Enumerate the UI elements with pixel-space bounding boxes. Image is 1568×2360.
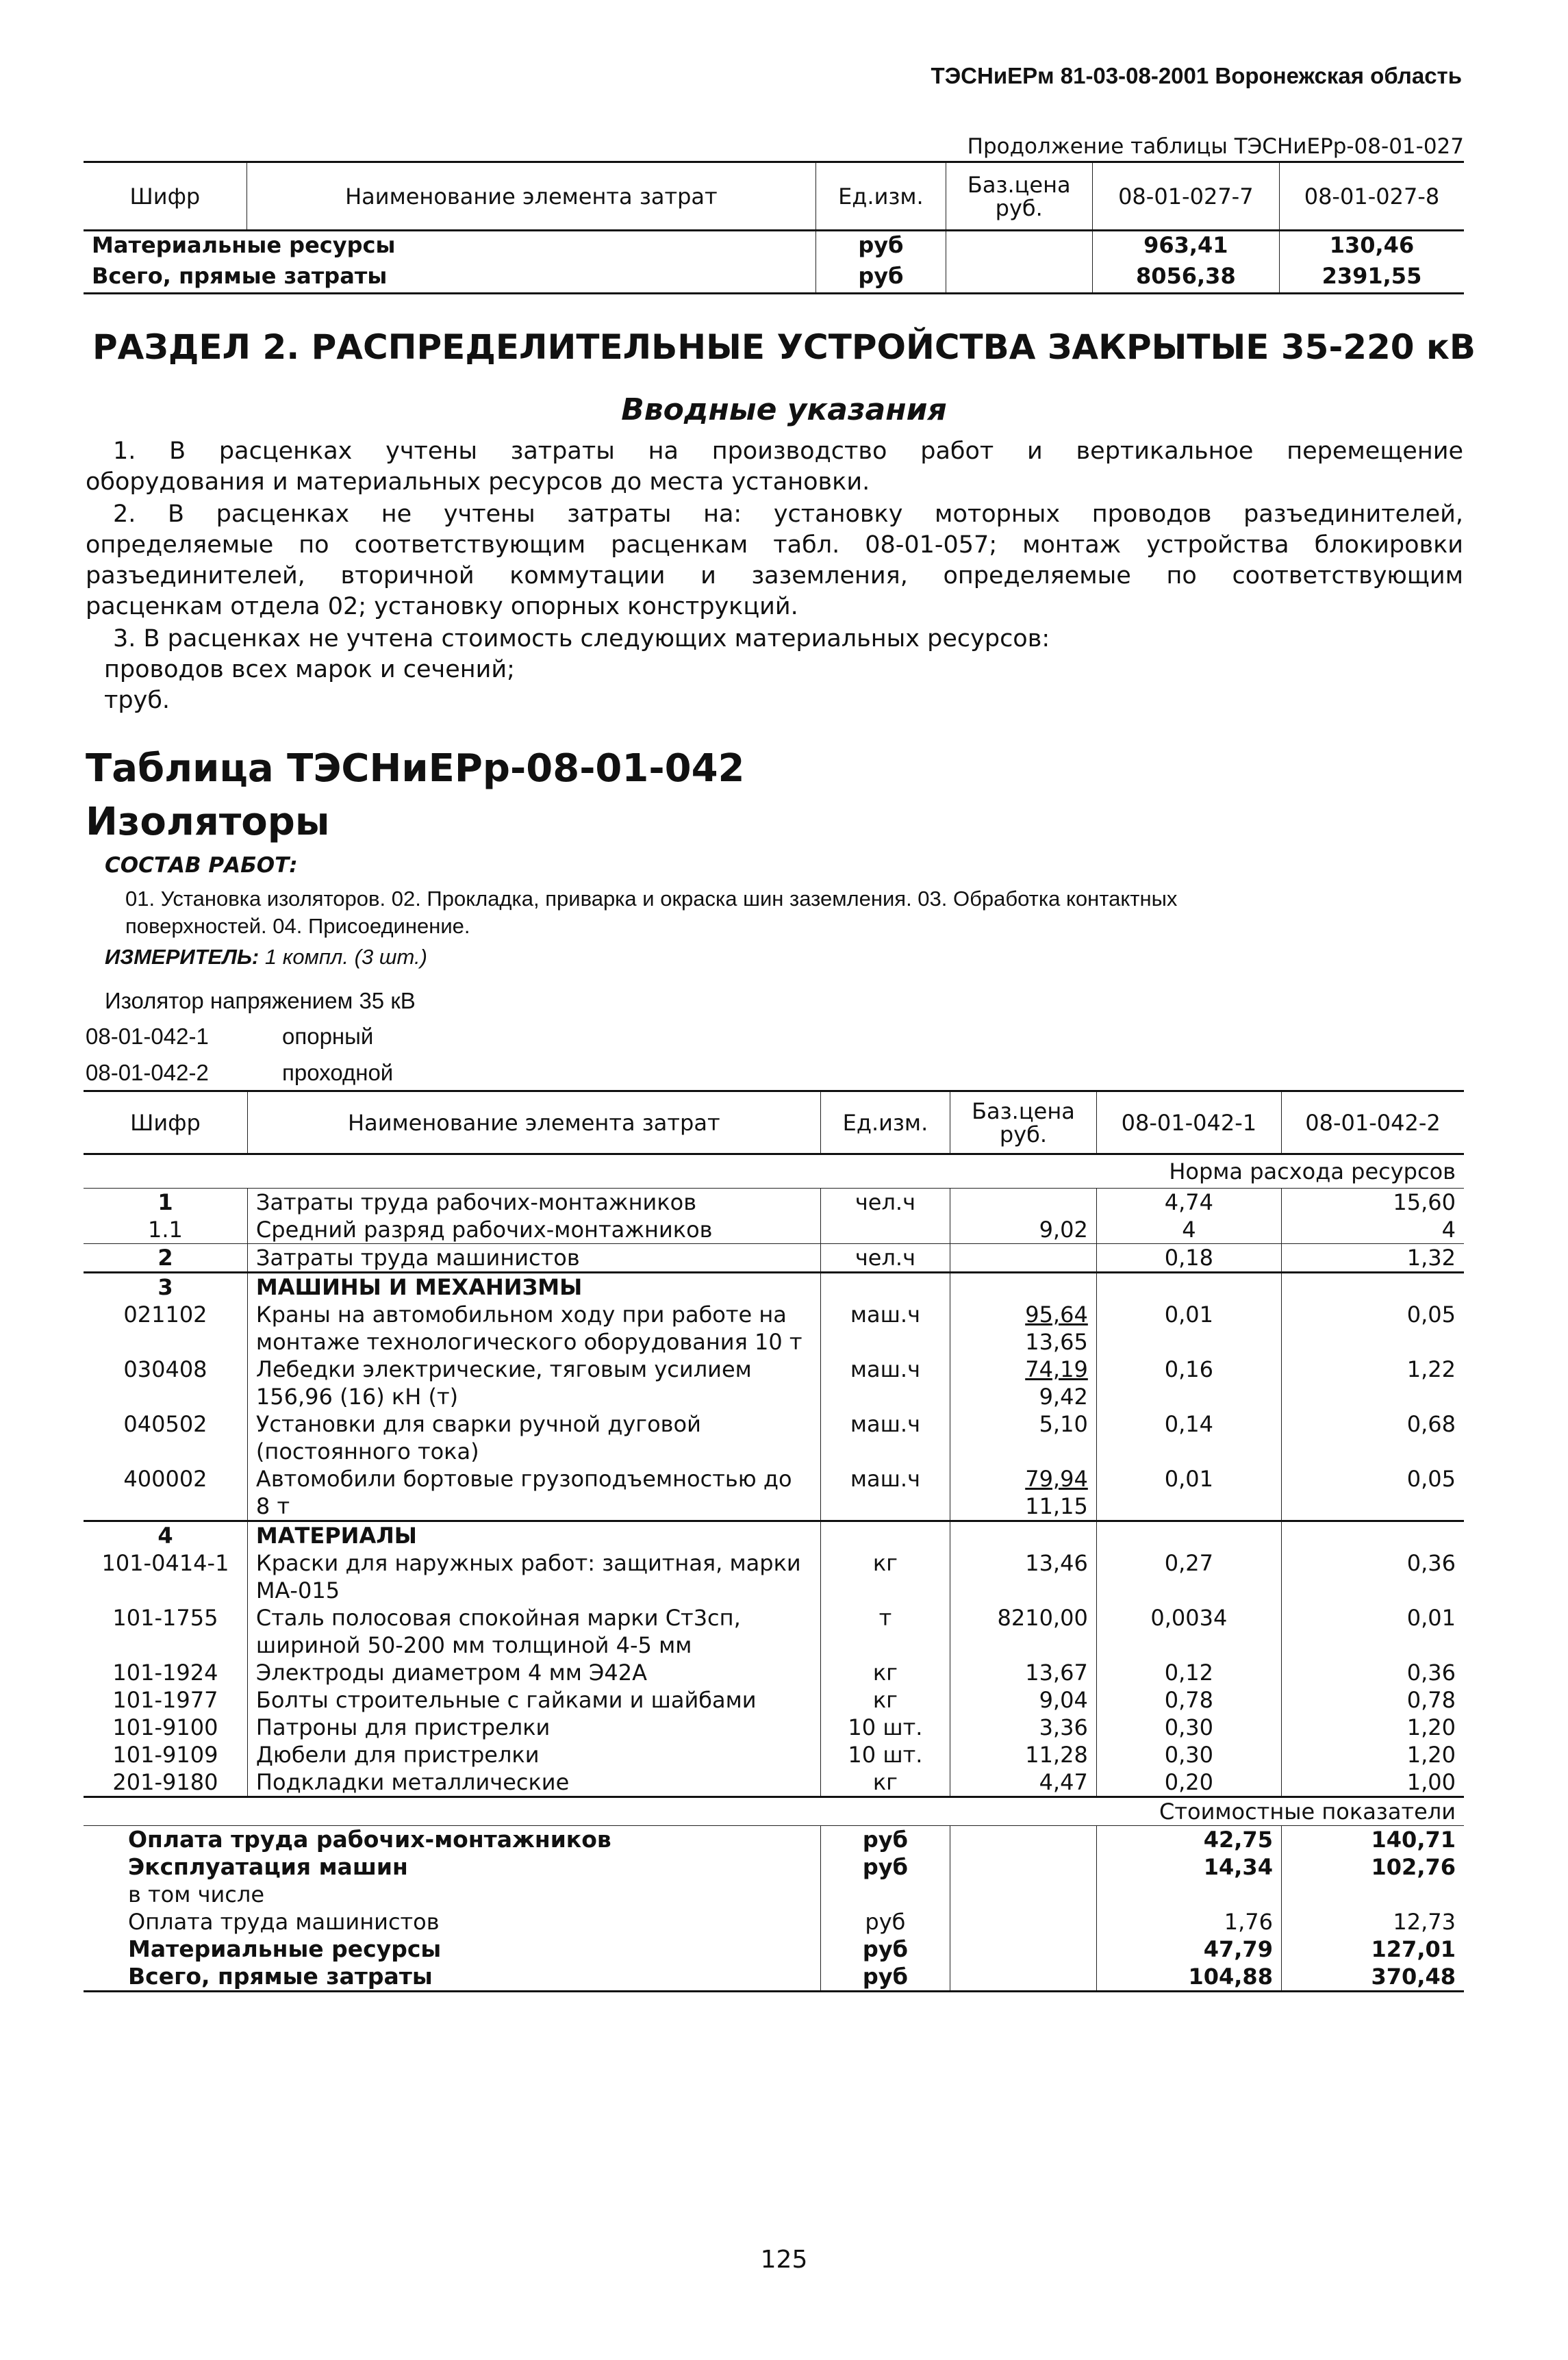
row-unit <box>820 1521 950 1550</box>
row-name: Сталь полосовая спокойная марки Ст3сп, шириной 50-200 мм толщиной 4-5 мм <box>247 1604 820 1659</box>
header-col-1: 08-01-042-1 <box>1096 1091 1281 1154</box>
row-price <box>950 1549 1097 1604</box>
row-code: 1 <box>157 1189 173 1215</box>
intro-line: 2. В расценках не учтены затраты на: установку моторных проводов разъединителей, <box>113 500 1463 528</box>
row-price-main: 13,67 <box>1025 1660 1088 1686</box>
row-value-1: 0,78 <box>1096 1686 1281 1714</box>
row-unit: маш.ч <box>820 1410 950 1465</box>
row-name: Лебедки электрические, тяговым усилием 156,96 (16) кН (т) <box>247 1356 820 1410</box>
row-price <box>950 1521 1097 1550</box>
cost-value-1: 14,34 <box>1096 1853 1281 1881</box>
row-code: 101-9100 <box>112 1714 218 1740</box>
row-value-2: 1,32 <box>1281 1244 1464 1273</box>
table-row <box>84 1356 1464 1410</box>
row-value-1: 0,14 <box>1096 1410 1281 1465</box>
header-unit: Ед.изм. <box>816 162 946 231</box>
row-name: Электроды диаметром 4 мм Э42А <box>247 1659 820 1686</box>
norm-label: Норма расхода ресурсов <box>1169 1158 1456 1184</box>
top-row-name: Материальные ресурсы <box>92 232 396 258</box>
cost-empty <box>950 1936 1097 1963</box>
row-code: 400002 <box>123 1466 207 1492</box>
row-code: 101-0414-1 <box>101 1550 229 1576</box>
cost-unit: руб <box>820 1853 950 1881</box>
measure-value: 1 компл. (3 шт.) <box>264 945 427 969</box>
row-price-main: 74,19 <box>1025 1356 1088 1382</box>
cost-name: Материальные ресурсы <box>128 1936 442 1962</box>
table-subtitle: Изоляторы <box>86 800 330 844</box>
cost-value-1: 1,76 <box>1096 1908 1281 1936</box>
page-number: 125 <box>760 2246 808 2274</box>
table-row <box>84 1410 1464 1465</box>
row-value-2: 0,78 <box>1281 1686 1464 1714</box>
cost-name: Эксплуатация машин <box>128 1853 408 1880</box>
row-value-1: 0,0034 <box>1096 1604 1281 1659</box>
row-code: 030408 <box>123 1356 207 1382</box>
row-unit: кг <box>820 1659 950 1686</box>
table-row <box>84 1714 1464 1741</box>
row-value-2: 1,20 <box>1281 1714 1464 1741</box>
row-name: Средний разряд рабочих-монтажников <box>247 1216 820 1244</box>
cost-row <box>84 1908 1464 1936</box>
top-row-v1: 8056,38 <box>1092 262 1279 294</box>
cost-value-2: 102,76 <box>1281 1853 1464 1881</box>
top-row-v1: 963,41 <box>1092 231 1279 262</box>
row-value-2: 0,05 <box>1281 1465 1464 1521</box>
works-description <box>125 885 1426 940</box>
row-price <box>950 1741 1097 1768</box>
row-code: 021102 <box>123 1302 207 1328</box>
header-col-1: 08-01-027-7 <box>1092 162 1279 231</box>
cost-value-2: 140,71 <box>1281 1826 1464 1854</box>
row-name: Установки для сварки ручной дуговой (постоянного тока) <box>247 1410 820 1465</box>
row-code: 040502 <box>123 1411 207 1437</box>
cost-empty <box>950 1881 1097 1908</box>
cost-unit: руб <box>820 1826 950 1854</box>
cost-row <box>84 1881 1464 1908</box>
row-value-1: 0,30 <box>1096 1714 1281 1741</box>
cost-empty <box>950 1908 1097 1936</box>
row-price-main: 5,10 <box>1039 1411 1088 1437</box>
row-value-1: 4,74 <box>1096 1189 1281 1217</box>
table-row <box>84 1216 1464 1244</box>
cost-value-1: 42,75 <box>1096 1826 1281 1854</box>
works-line: 01. Установка изоляторов. 02. Прокладка, приварка и окраска шин заземления. 03. Обработка контактных <box>125 887 1178 911</box>
row-value-1: 0,18 <box>1096 1244 1281 1273</box>
row-price <box>950 1273 1097 1302</box>
row-code: 101-1755 <box>112 1605 218 1631</box>
row-unit: 10 шт. <box>820 1741 950 1768</box>
row-price-machinist: 11,15 <box>1025 1493 1088 1519</box>
works-label: СОСТАВ РАБОТ: <box>105 853 298 878</box>
row-value-2: 1,20 <box>1281 1741 1464 1768</box>
row-value-2: 0,68 <box>1281 1410 1464 1465</box>
row-price-main: 9,02 <box>1039 1217 1088 1243</box>
variant-name: опорный <box>282 1024 374 1049</box>
row-price-main: 79,94 <box>1025 1466 1088 1492</box>
measure-line <box>105 945 427 969</box>
cost-unit: руб <box>820 1908 950 1936</box>
row-price-main: 9,04 <box>1039 1687 1088 1713</box>
row-value-2: 0,36 <box>1281 1549 1464 1604</box>
row-value-1: 0,30 <box>1096 1741 1281 1768</box>
row-name: Затраты труда рабочих-монтажников <box>247 1189 820 1217</box>
voltage-label: Изолятор напряжением 35 кВ <box>105 988 416 1013</box>
variant-name: проходной <box>282 1060 394 1085</box>
table-row <box>84 1273 1464 1302</box>
table-row <box>84 1768 1464 1797</box>
cost-unit: руб <box>820 1963 950 1992</box>
cost-name: Оплата труда рабочих-монтажников <box>128 1826 611 1853</box>
row-price <box>950 1410 1097 1465</box>
row-value-2: 1,22 <box>1281 1356 1464 1410</box>
resource-table <box>84 1090 1464 1992</box>
intro-line: 3. В расценках не учтена стоимость следующих материальных ресурсов: <box>113 625 1050 652</box>
cost-value-2 <box>1281 1881 1464 1908</box>
row-unit: маш.ч <box>820 1356 950 1410</box>
table-row <box>84 1741 1464 1768</box>
variant-code: 08-01-042-2 <box>86 1060 209 1085</box>
row-unit: кг <box>820 1768 950 1797</box>
row-value-1: 0,20 <box>1096 1768 1281 1797</box>
row-code: 1.1 <box>148 1217 183 1243</box>
header-price: Баз.цена руб. <box>946 162 1092 231</box>
header-name: Наименование элемента затрат <box>246 162 815 231</box>
header-unit: Ед.изм. <box>820 1091 950 1154</box>
row-name: МАШИНЫ И МЕХАНИЗМЫ <box>247 1273 820 1302</box>
row-unit: т <box>820 1604 950 1659</box>
row-name: Болты строительные с гайками и шайбами <box>247 1686 820 1714</box>
cost-unit: руб <box>820 1936 950 1963</box>
row-unit: чел.ч <box>820 1189 950 1217</box>
top-table <box>84 161 1464 294</box>
table-row <box>84 1659 1464 1686</box>
cost-row <box>84 1853 1464 1881</box>
row-price <box>950 1686 1097 1714</box>
cost-row <box>84 1826 1464 1854</box>
measure-label: ИЗМЕРИТЕЛЬ: <box>105 945 260 969</box>
table-row <box>84 1244 1464 1273</box>
row-price <box>950 1216 1097 1244</box>
row-value-2: 0,36 <box>1281 1659 1464 1686</box>
top-row-unit: руб <box>816 231 946 262</box>
row-price <box>950 1301 1097 1356</box>
row-name: МАТЕРИАЛЫ <box>247 1521 820 1550</box>
top-row-v2: 130,46 <box>1279 231 1464 262</box>
intro-line: разъединителей, вторичной коммутации и заземления, определяемые по соответствующим <box>86 562 1463 589</box>
row-price <box>950 1604 1097 1659</box>
row-code: 2 <box>157 1245 173 1271</box>
cost-row <box>84 1963 1464 1992</box>
cost-label: Стоимостные показатели <box>1159 1799 1456 1825</box>
row-name: Краны на автомобильном ходу при работе на монтаже технологического оборудования 10 т <box>247 1301 820 1356</box>
intro-paragraph-3 <box>86 624 1463 716</box>
table-row <box>84 1189 1464 1217</box>
cost-unit <box>820 1881 950 1908</box>
row-value-1: 4 <box>1096 1216 1281 1244</box>
row-name: Дюбели для пристрелки <box>247 1741 820 1768</box>
row-price-main: 8210,00 <box>997 1605 1088 1631</box>
cost-value-1: 47,79 <box>1096 1936 1281 1963</box>
section-title: РАЗДЕЛ 2. РАСПРЕДЕЛИТЕЛЬНЫЕ УСТРОЙСТВА ЗАКРЫТЫЕ 35-220 кВ <box>92 327 1476 367</box>
header-col-2: 08-01-027-8 <box>1279 162 1464 231</box>
works-line: поверхностей. 04. Присоединение. <box>125 914 470 938</box>
row-price <box>950 1768 1097 1797</box>
row-price-machinist: 9,42 <box>1039 1384 1088 1410</box>
cost-value-2: 127,01 <box>1281 1936 1464 1963</box>
cost-name: Оплата труда машинистов <box>128 1909 440 1935</box>
header-code: Шифр <box>130 1109 201 1136</box>
cost-empty <box>950 1853 1097 1881</box>
table-row <box>84 1604 1464 1659</box>
row-price-main: 13,46 <box>1025 1550 1088 1576</box>
header-code: Шифр <box>129 183 201 210</box>
cost-name: Всего, прямые затраты <box>128 1963 433 1990</box>
row-value-2: 0,05 <box>1281 1301 1464 1356</box>
row-name: Затраты труда машинистов <box>247 1244 820 1273</box>
table-title: Таблица ТЭСНиЕРр-08-01-042 <box>86 746 745 791</box>
row-unit: маш.ч <box>820 1465 950 1521</box>
row-unit <box>820 1216 950 1244</box>
row-value-2 <box>1281 1521 1464 1550</box>
table-row <box>84 1465 1464 1521</box>
row-value-2 <box>1281 1273 1464 1302</box>
row-code: 201-9180 <box>112 1769 218 1795</box>
row-name: Патроны для пристрелки <box>247 1714 820 1741</box>
intro-paragraph-1 <box>86 436 1463 498</box>
cost-label-row <box>84 1797 1464 1826</box>
row-code: 4 <box>157 1523 173 1549</box>
intro-line: расценкам отдела 02; установку опорных конструкций. <box>86 593 798 620</box>
row-price <box>950 1189 1097 1217</box>
row-value-2: 1,00 <box>1281 1768 1464 1797</box>
row-value-1: 0,01 <box>1096 1465 1281 1521</box>
row-price <box>950 1465 1097 1521</box>
top-row-name: Всего, прямые затраты <box>92 262 388 289</box>
row-value-1 <box>1096 1521 1281 1550</box>
table-row <box>84 1549 1464 1604</box>
intro-line: проводов всех марок и сечений; <box>104 656 515 683</box>
row-price-main: 11,28 <box>1025 1742 1088 1768</box>
top-row-v2: 2391,55 <box>1279 262 1464 294</box>
cost-value-2: 370,48 <box>1281 1963 1464 1992</box>
variant-code: 08-01-042-1 <box>86 1024 209 1049</box>
row-price-main: 3,36 <box>1039 1714 1088 1740</box>
row-value-1: 0,12 <box>1096 1659 1281 1686</box>
row-code: 101-9109 <box>112 1742 218 1768</box>
table-row <box>84 1301 1464 1356</box>
cost-empty <box>950 1963 1097 1992</box>
intro-line: оборудования и материальных ресурсов до места установки. <box>86 468 870 496</box>
cost-value-1 <box>1096 1881 1281 1908</box>
intro-paragraph-2 <box>86 499 1463 622</box>
row-price <box>950 1714 1097 1741</box>
intro-line: 1. В расценках учтены затраты на производство работ и вертикальное перемещение <box>113 437 1463 465</box>
row-value-1: 0,01 <box>1096 1301 1281 1356</box>
cost-empty <box>950 1826 1097 1854</box>
row-value-2: 15,60 <box>1281 1189 1464 1217</box>
cost-row <box>84 1936 1464 1963</box>
cost-value-1: 104,88 <box>1096 1963 1281 1992</box>
row-unit: чел.ч <box>820 1244 950 1273</box>
top-row-unit: руб <box>816 262 946 294</box>
cost-value-2: 12,73 <box>1281 1908 1464 1936</box>
row-value-2: 0,01 <box>1281 1604 1464 1659</box>
row-name: Подкладки металлические <box>247 1768 820 1797</box>
row-unit: маш.ч <box>820 1301 950 1356</box>
intro-line: определяемые по соответствующим расценкам табл. 08-01-057; монтаж устройства блокировки <box>86 531 1463 559</box>
row-unit: кг <box>820 1549 950 1604</box>
row-value-1 <box>1096 1273 1281 1302</box>
row-code: 101-1924 <box>112 1660 218 1686</box>
row-name: Краски для наружных работ: защитная, марки МА-015 <box>247 1549 820 1604</box>
row-price-main: 95,64 <box>1025 1302 1088 1328</box>
row-price <box>950 1356 1097 1410</box>
row-name: Автомобили бортовые грузоподъемностью до 8 т <box>247 1465 820 1521</box>
row-value-1: 0,16 <box>1096 1356 1281 1410</box>
row-price <box>950 1659 1097 1686</box>
table-continuation-label: Продолжение таблицы ТЭСНиЕРр-08-01-027 <box>967 134 1464 159</box>
cost-name: в том числе <box>128 1881 264 1907</box>
row-value-2: 4 <box>1281 1216 1464 1244</box>
row-unit <box>820 1273 950 1302</box>
table-row <box>84 1521 1464 1550</box>
intro-heading: Вводные указания <box>621 392 947 427</box>
header-col-2: 08-01-042-2 <box>1281 1091 1464 1154</box>
row-value-1: 0,27 <box>1096 1549 1281 1604</box>
row-unit: 10 шт. <box>820 1714 950 1741</box>
header-price: Баз.цена руб. <box>950 1091 1097 1154</box>
row-price-main: 4,47 <box>1039 1769 1088 1795</box>
document-header: ТЭСНиЕРм 81-03-08-2001 Воронежская область <box>931 63 1462 88</box>
row-price <box>950 1244 1097 1273</box>
row-price-machinist: 13,65 <box>1025 1329 1088 1355</box>
table-row <box>84 1686 1464 1714</box>
row-code: 101-1977 <box>112 1687 218 1713</box>
intro-line: труб. <box>104 687 170 714</box>
row-code: 3 <box>157 1274 173 1300</box>
row-unit: кг <box>820 1686 950 1714</box>
header-name: Наименование элемента затрат <box>247 1091 820 1154</box>
